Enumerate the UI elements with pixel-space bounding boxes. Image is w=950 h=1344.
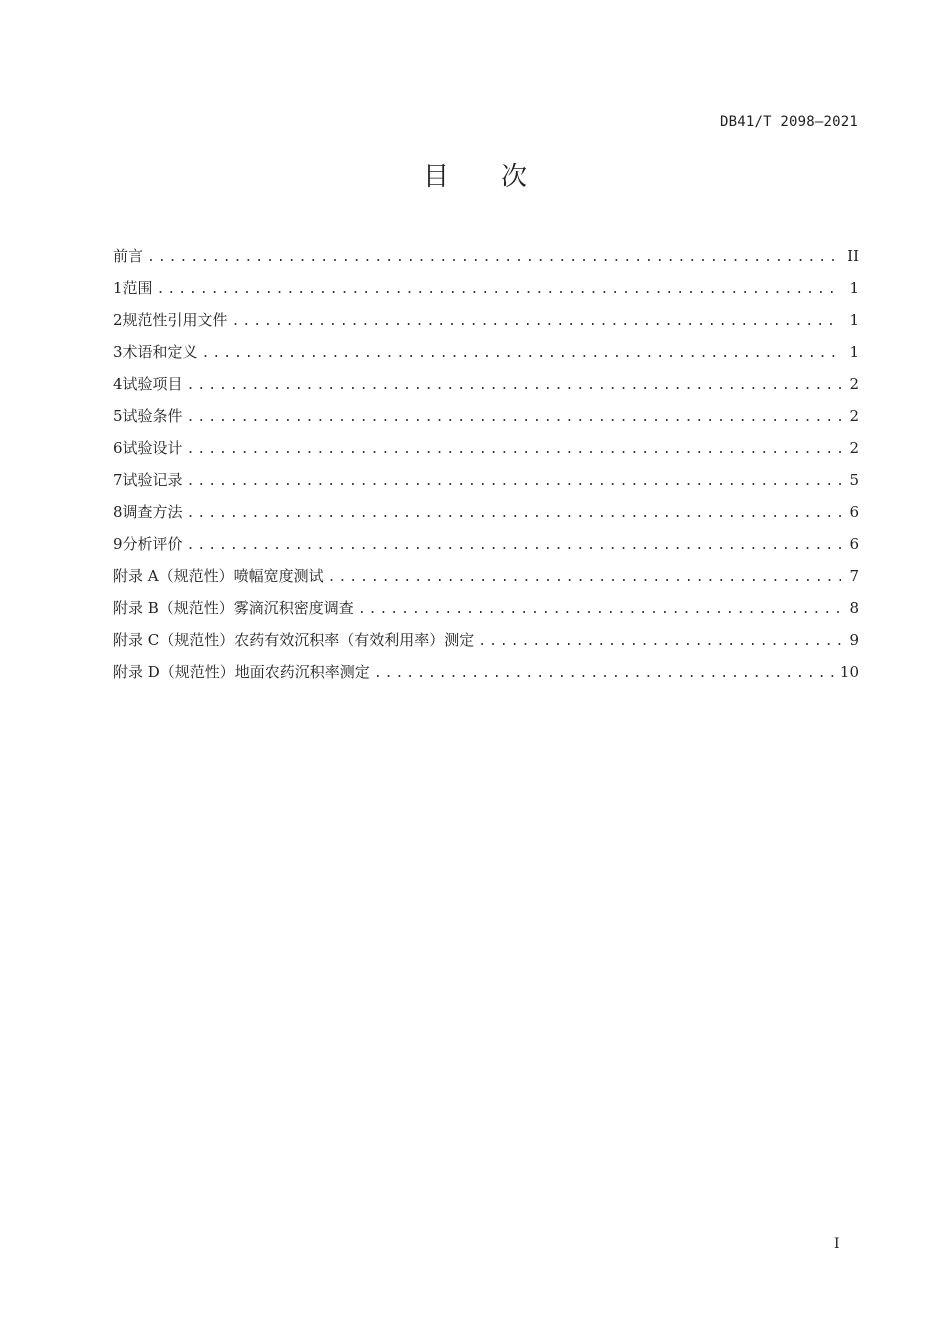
- toc-entry-number: 9: [113, 535, 123, 553]
- toc-entry-label: 术语和定义: [122, 343, 198, 361]
- toc-entry-label: 规范性引用文件: [122, 311, 228, 329]
- toc-leader-dots: [232, 310, 841, 334]
- page-number: I: [834, 1236, 840, 1252]
- toc-leader-dots: [187, 470, 841, 494]
- toc-entry-label: 试验条件: [122, 407, 183, 425]
- toc-entry-page: 6: [849, 535, 859, 553]
- toc-entry-3[interactable]: [113, 340, 859, 372]
- toc-entry-appendix-c[interactable]: [113, 628, 859, 660]
- toc-appendix-prefix: 附录 B（规范性）: [113, 599, 234, 617]
- toc-leader-dots: [358, 598, 841, 622]
- toc-entry-label: 试验项目: [122, 375, 183, 393]
- toc-entry-page: 6: [849, 503, 859, 521]
- toc-leader-dots: [187, 438, 841, 462]
- toc-entry-page: 2: [849, 407, 859, 425]
- toc-entry-label: 试验记录: [122, 471, 183, 489]
- toc-entry-page: 9: [849, 631, 859, 649]
- toc-entry-5[interactable]: [113, 404, 859, 436]
- toc-entry-number: 5: [113, 407, 123, 425]
- toc-entry-label: 前言: [113, 247, 144, 265]
- title-char-2: 次: [501, 162, 528, 192]
- toc-entry-foreword[interactable]: [113, 244, 859, 276]
- toc-entry-label: 调查方法: [122, 503, 183, 521]
- toc-entry-number: 8: [113, 503, 123, 521]
- toc-appendix-prefix: 附录 D（规范性）: [113, 663, 235, 681]
- toc-entry-6[interactable]: [113, 436, 859, 468]
- toc-entry-appendix-b[interactable]: [113, 596, 859, 628]
- toc-entry-2[interactable]: [113, 308, 859, 340]
- toc-leader-dots: [187, 406, 841, 430]
- toc-leader-dots: [478, 630, 841, 654]
- toc-entry-9[interactable]: [113, 532, 859, 564]
- toc-entry-number: 2: [113, 311, 123, 329]
- toc-entry-page: 2: [849, 439, 859, 457]
- toc-entry-1[interactable]: [113, 276, 859, 308]
- toc-entry-number: 6: [113, 439, 123, 457]
- toc-entry-number: 3: [113, 343, 123, 361]
- toc-entry-appendix-a[interactable]: [113, 564, 859, 596]
- toc-entry-page: 7: [849, 567, 859, 585]
- toc-entry-4[interactable]: [113, 372, 859, 404]
- toc-entry-label: 范围: [122, 279, 153, 297]
- toc-leader-dots: [202, 342, 841, 366]
- toc-entry-page: 8: [849, 599, 859, 617]
- toc-entry-8[interactable]: [113, 500, 859, 532]
- toc-entry-label: 喷幅宽度测试: [233, 567, 324, 585]
- table-of-contents: [113, 244, 859, 692]
- toc-leader-dots: [328, 566, 841, 590]
- toc-entry-label: 雾滴沉积密度调查: [233, 599, 354, 617]
- standard-code: DB41/T 2098—2021: [719, 114, 858, 130]
- toc-leader-dots: [374, 662, 836, 686]
- toc-entry-label: 地面农药沉积率测定: [234, 663, 370, 681]
- toc-entry-label: 试验设计: [122, 439, 183, 457]
- toc-entry-page: II: [847, 247, 859, 265]
- toc-entry-number: 4: [113, 375, 123, 393]
- toc-leader-dots: [187, 502, 841, 526]
- toc-leader-dots: [187, 374, 841, 398]
- toc-entry-page: 2: [849, 375, 859, 393]
- toc-leader-dots: [157, 278, 841, 302]
- toc-appendix-prefix: 附录 C（规范性）: [113, 631, 235, 649]
- toc-entry-label: 分析评价: [122, 535, 183, 553]
- toc-entry-page: 1: [849, 279, 859, 297]
- toc-entry-appendix-d[interactable]: [113, 660, 859, 692]
- toc-entry-page: 5: [849, 471, 859, 489]
- toc-leader-dots: [147, 246, 841, 270]
- toc-entry-number: 1: [113, 279, 123, 297]
- toc-entry-page: 1: [849, 311, 859, 329]
- toc-entry-label: 农药有效沉积率（有效利用率）测定: [234, 631, 475, 649]
- page-title: [0, 156, 950, 193]
- toc-leader-dots: [187, 534, 841, 558]
- toc-appendix-prefix: 附录 A（规范性）: [113, 567, 234, 585]
- toc-entry-number: 7: [113, 471, 123, 489]
- title-char-1: 目: [422, 162, 449, 192]
- toc-entry-page: 1: [849, 343, 859, 361]
- toc-entry-7[interactable]: [113, 468, 859, 500]
- toc-entry-page: 10: [839, 663, 859, 681]
